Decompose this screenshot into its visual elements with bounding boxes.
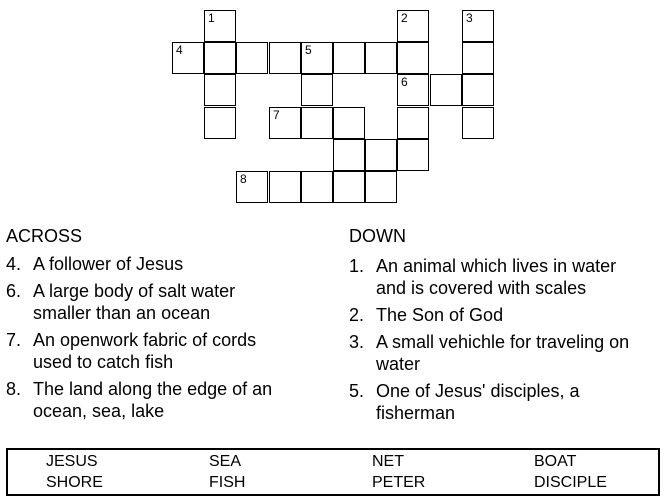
clue-number: 6 (401, 75, 408, 89)
grid-cell[interactable] (333, 107, 365, 139)
grid-cell[interactable] (236, 42, 268, 74)
grid-cell[interactable] (462, 74, 494, 106)
down-clue (349, 380, 667, 424)
clue-number: 5. (349, 381, 365, 401)
clue-number: 2. (349, 305, 365, 325)
grid-cell[interactable] (204, 42, 236, 74)
clue-text: ocean, sea, lake (33, 401, 165, 421)
grid-cell[interactable] (269, 107, 301, 139)
grid-cell[interactable] (462, 107, 494, 139)
clue-text: fisherman (376, 403, 456, 423)
grid-cell[interactable] (236, 171, 268, 203)
down-clue (349, 331, 667, 375)
clue-text: used to catch fish (33, 352, 174, 372)
down-heading: DOWN (349, 226, 406, 246)
grid-cell[interactable] (397, 74, 429, 106)
grid-cell[interactable] (397, 139, 429, 171)
down-clue (349, 304, 667, 326)
word-bank-word: FISH (209, 474, 246, 491)
clue-number: 1 (208, 11, 215, 25)
word-bank (6, 448, 660, 496)
across-clue (6, 280, 326, 324)
clue-text: The Son of God (376, 305, 504, 325)
word-bank-word: PETER (372, 474, 426, 491)
clue-text: The land along the edge of an (33, 379, 273, 399)
across-clue (6, 253, 326, 275)
word-bank-word: SHORE (46, 474, 103, 491)
grid-cell[interactable] (397, 42, 429, 74)
word-bank-word: BOAT (534, 453, 577, 470)
grid-cell[interactable] (301, 74, 333, 106)
grid-cell[interactable] (333, 42, 365, 74)
grid-cell[interactable] (397, 10, 429, 42)
clue-text: A small vehichle for traveling on (376, 332, 630, 352)
grid-cell[interactable] (333, 171, 365, 203)
clue-text: An openwork fabric of cords (33, 330, 257, 350)
clue-number: 4 (176, 43, 183, 57)
grid-cell[interactable] (430, 74, 462, 106)
grid-cell[interactable] (301, 42, 333, 74)
clue-number: 7 (273, 108, 280, 122)
across-heading: ACROSS (6, 226, 83, 246)
clue-number: 5 (305, 43, 312, 57)
grid-cell[interactable] (204, 74, 236, 106)
clue-number: 1. (349, 256, 365, 276)
word-bank-word: NET (372, 453, 404, 470)
clue-number: 3 (466, 11, 473, 25)
clue-text: A large body of salt water (33, 281, 236, 301)
clue-text: One of Jesus' disciples, a (376, 381, 580, 401)
grid-cell[interactable] (462, 42, 494, 74)
across-clue (6, 378, 326, 422)
grid-cell[interactable] (204, 107, 236, 139)
clue-text: water (376, 354, 421, 374)
crossword-grid (0, 0, 667, 210)
clue-text: An animal which lives in water (376, 256, 617, 276)
clue-text: smaller than an ocean (33, 303, 211, 323)
down-clue (349, 255, 667, 299)
clue-number: 2 (401, 11, 408, 25)
clue-number: 4. (6, 254, 22, 274)
clue-text: A follower of Jesus (33, 254, 184, 274)
across-clue (6, 329, 326, 373)
word-bank-word: JESUS (46, 453, 98, 470)
grid-cell[interactable] (172, 42, 204, 74)
grid-cell[interactable] (269, 171, 301, 203)
grid-cell[interactable] (333, 139, 365, 171)
word-bank-word: DISCIPLE (534, 474, 607, 491)
clue-number: 8 (240, 172, 247, 186)
grid-cell[interactable] (301, 171, 333, 203)
grid-cell[interactable] (365, 42, 397, 74)
grid-cell[interactable] (269, 42, 301, 74)
clue-number: 3. (349, 332, 365, 352)
clue-number: 7. (6, 330, 22, 350)
grid-cell[interactable] (204, 10, 236, 42)
grid-cell[interactable] (301, 107, 333, 139)
grid-cell[interactable] (365, 171, 397, 203)
clue-number: 8. (6, 379, 22, 399)
clue-text: and is covered with scales (376, 278, 587, 298)
grid-cell[interactable] (462, 10, 494, 42)
clue-number: 6. (6, 281, 22, 301)
grid-cell[interactable] (397, 107, 429, 139)
grid-cell[interactable] (365, 139, 397, 171)
word-bank-word: SEA (209, 453, 242, 470)
